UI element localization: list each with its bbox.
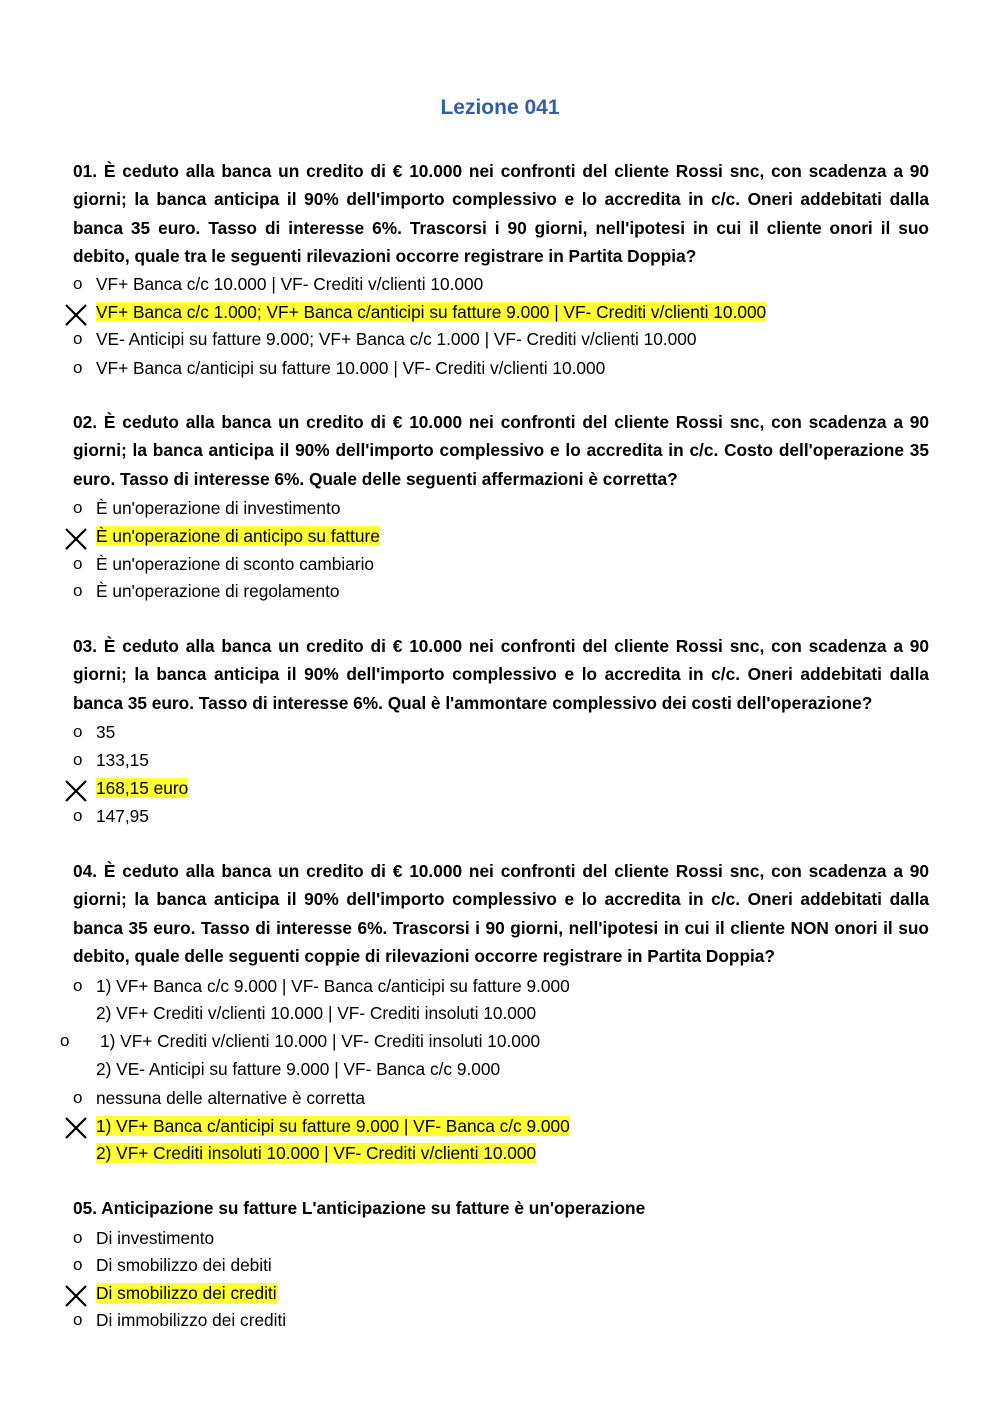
- q04-option-d-correct-line1: 1) VF+ Banca c/anticipi su fatture 9.000 | VF- Banca c/c 9.000: [96, 1116, 570, 1136]
- question-05-text: 05. Anticipazione su fatture L'anticipazione su fatture è un'operazione: [73, 1198, 646, 1218]
- q02-option-b-correct: È un'operazione di anticipo su fatture: [96, 526, 380, 546]
- correct-answer-x-mark-icon: [63, 302, 89, 328]
- q04-option-c: nessuna delle alternative è corretta: [96, 1088, 365, 1108]
- option-bullet: o: [73, 722, 83, 741]
- option-bullet: o: [73, 1088, 83, 1107]
- q04-option-b-line1: 1) VF+ Crediti v/clienti 10.000 | VF- Crediti insoluti 10.000: [100, 1031, 541, 1051]
- option-bullet: o: [73, 1310, 83, 1329]
- option-bullet: o: [73, 806, 83, 825]
- q01-option-b-correct: VF+ Banca c/c 1.000; VF+ Banca c/anticipi su fatture 9.000 | VF- Crediti v/clienti 10.000: [96, 302, 767, 322]
- option-bullet: o: [73, 1255, 83, 1274]
- lesson-title: Lezione 041: [440, 96, 560, 119]
- question-01-text: 01. È ceduto alla banca un credito di € 10.000 nei confronti del cliente Rossi snc, con scadenza a 90 giorni; la banca anticipa il 90% dell'importo complessivo e lo accredita in c/c. Oneri addebitati dalla banca 35 euro. Tasso di interesse 6%. Trascorsi i 90 giorni, nell'ipotesi in cui il cliente onori il suo debito, quale tra le seguenti rilevazioni occorre registrare in Partita Doppia?: [73, 161, 929, 266]
- q04-option-a-line2: 2) VF+ Crediti v/clienti 10.000 | VF- Crediti insoluti 10.000: [96, 1003, 537, 1023]
- question-03-text: 03. È ceduto alla banca un credito di € 10.000 nei confronti del cliente Rossi snc, con scadenza a 90 giorni; la banca anticipa il 90% dell'importo complessivo e lo accredita in c/c. Oneri addebitati dalla banca 35 euro. Tasso di interesse 6%. Qual è l'ammontare complessivo dei costi dell'operazione?: [73, 636, 929, 713]
- q03-option-c-correct: 168,15 euro: [96, 778, 189, 798]
- q01-option-d: VF+ Banca c/anticipi su fatture 10.000 | VF- Crediti v/clienti 10.000: [96, 358, 606, 378]
- option-bullet: o: [73, 581, 83, 600]
- option-bullet: o: [73, 750, 83, 769]
- option-bullet: o: [73, 1228, 83, 1247]
- q02-option-c: È un'operazione di sconto cambiario: [96, 554, 375, 574]
- correct-answer-x-mark-icon: [63, 1115, 89, 1141]
- q05-option-d: Di immobilizzo dei crediti: [96, 1310, 287, 1330]
- q02-option-a: È un'operazione di investimento: [96, 498, 341, 518]
- q03-option-b: 133,15: [96, 750, 149, 770]
- q01-option-c: VE- Anticipi su fatture 9.000; VF+ Banca c/c 1.000 | VF- Crediti v/clienti 10.000: [96, 329, 697, 349]
- option-bullet: o: [60, 1031, 70, 1050]
- option-bullet: o: [73, 976, 83, 995]
- q04-option-d-correct-line2: 2) VF+ Crediti insoluti 10.000 | VF- Crediti v/clienti 10.000: [96, 1143, 537, 1163]
- q03-option-a: 35: [96, 722, 116, 742]
- option-bullet: o: [73, 329, 83, 348]
- option-bullet: o: [73, 358, 83, 377]
- q04-option-a-line1: 1) VF+ Banca c/c 9.000 | VF- Banca c/anticipi su fatture 9.000: [96, 976, 570, 996]
- q03-option-d: 147,95: [96, 806, 149, 826]
- option-bullet: o: [73, 498, 83, 517]
- q05-option-c-correct: Di smobilizzo dei crediti: [96, 1283, 277, 1303]
- question-02-text: 02. È ceduto alla banca un credito di € 10.000 nei confronti del cliente Rossi snc, con scadenza a 90 giorni; la banca anticipa il 90% dell'importo complessivo e lo accredita in c/c. Costo dell'operazione 35 euro. Tasso di interesse 6%. Quale delle seguenti affermazioni è corretta?: [73, 412, 929, 489]
- question-04-text: 04. È ceduto alla banca un credito di € 10.000 nei confronti del cliente Rossi snc, con scadenza a 90 giorni; la banca anticipa il 90% dell'importo complessivo e lo accredita in c/c. Oneri addebitati dalla banca 35 euro. Tasso di interesse 6%. Trascorsi i 90 giorni, nell'ipotesi in cui il cliente NON onori il suo debito, quale delle seguenti coppie di rilevazioni occorre registrare in Partita Doppia?: [73, 861, 929, 966]
- q01-option-a: VF+ Banca c/c 10.000 | VF- Crediti v/clienti 10.000: [96, 274, 484, 294]
- correct-answer-x-mark-icon: [63, 778, 89, 804]
- option-bullet: o: [73, 554, 83, 573]
- q04-option-b-line2: 2) VE- Anticipi su fatture 9.000 | VF- Banca c/c 9.000: [96, 1059, 501, 1079]
- q05-option-a: Di investimento: [96, 1228, 215, 1248]
- q02-option-d: È un'operazione di regolamento: [96, 581, 340, 601]
- correct-answer-x-mark-icon: [63, 1283, 89, 1309]
- option-bullet: o: [73, 274, 83, 293]
- q05-option-b: Di smobilizzo dei debiti: [96, 1255, 272, 1275]
- correct-answer-x-mark-icon: [63, 526, 89, 552]
